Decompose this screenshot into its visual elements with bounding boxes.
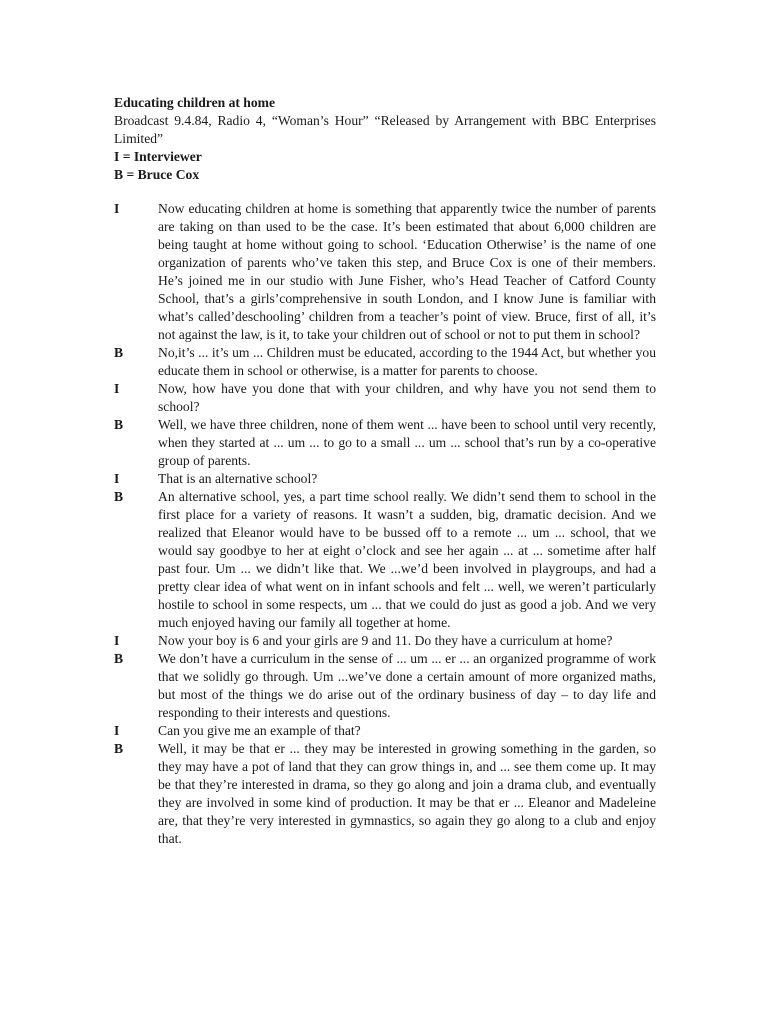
legend-speaker: B = Bruce Cox [114,167,200,182]
utterance-text: An alternative school, yes, a part time school really. We didn’t send them to school in the first place for a variety of reasons. It wasn’t a sudden, big, dramatic decision. And we realized that Eleanor would have to be bussed off to a remote ... um ... school, that we would say goodbye to her at eight o’clock and see her again ... at ... sometime after half past four. Um ... we didn’t like that. We ...we’d been involved in playgroups, and had a pretty clear idea of what went on in infant schools and felt ... well, we weren’t particularly hostile to school in some respects, um ... that we could do just as good a job. And we very much enjoyed having our family all together at home. [158,489,656,630]
transcript-turn [114,632,656,650]
speaker-label: B [114,741,124,756]
transcript-turn [114,416,656,470]
broadcast-info: Broadcast 9.4.84, Radio 4, “Woman’s Hour” “Released by Arrangement with BBC Enterprises Limited” [114,113,656,146]
speaker-label: B [114,345,124,360]
speaker-label: I [114,201,120,216]
utterance-text: Now your boy is 6 and your girls are 9 and 11. Do they have a curriculum at home? [158,633,613,648]
transcript-turn [114,722,656,740]
utterance-text: Now, how have you done that with your children, and why have you not send them to school? [158,381,656,414]
transcript-turn [114,488,656,632]
transcript-turn [114,650,656,722]
transcript [114,200,656,848]
transcript-turn [114,344,656,380]
utterance-text: Now educating children at home is something that apparently twice the number of parents are taking on than used to be the case. It’s been estimated that about 6,000 children are being taught at home without going to school. ‘Education Otherwise’ is the name of one organization of parents who’ve taken this step, and Bruce Cox is one of their members. He’s joined me in our studio with June Fisher, who’s Head Teacher of Catford County School, that’s a girls’comprehensive in south London, and I know June is familiar with what’s called’deschooling’ children from a teacher’s point of view. Bruce, first of all, it’s not against the law, is it, to take your children out of school or not to put them in school? [158,201,656,342]
speaker-label: I [114,471,120,486]
speaker-label: I [114,381,120,396]
utterance-text: We don’t have a curriculum in the sense of ... um ... er ... an organized programme of work that we solidly go through. Um ...we’ve done a certain amount of more organized maths, but most of the things we do arise out of the ordinary business of day – to day life and responding to their interests and questions. [158,651,656,720]
speaker-label: B [114,489,124,504]
utterance-text: Can you give me an example of that? [158,723,361,738]
document-page [114,94,656,848]
utterance-text: That is an alternative school? [158,471,318,486]
legend-interviewer: I = Interviewer [114,149,202,164]
document-title: Educating children at home [114,95,276,110]
document-header [114,94,656,184]
speaker-label: B [114,417,124,432]
transcript-turn [114,470,656,488]
utterance-text: Well, it may be that er ... they may be interested in growing something in the garden, so they may have a pot of land that they can grow things in, and ... see them come up. It may be that they’re interested in drama, so they go along and join a drama club, and eventually they are involved in some kind of production. It may be that er ... Eleanor and Madeleine are, that they’re very interested in gymnastics, so again they go along to a club and enjoy that. [158,741,656,846]
transcript-turn [114,380,656,416]
transcript-turn [114,200,656,344]
utterance-text: No,it’s ... it’s um ... Children must be educated, according to the 1944 Act, but whether you educate them in school or otherwise, is a matter for parents to choose. [158,345,656,378]
utterance-text: Well, we have three children, none of them went ... have been to school until very recently, when they started at ... um ... to go to a small ... um ... school that’s run by a co-operative group of parents. [158,417,656,468]
transcript-turn [114,740,656,848]
speaker-label: B [114,651,124,666]
speaker-label: I [114,633,120,648]
speaker-label: I [114,723,120,738]
